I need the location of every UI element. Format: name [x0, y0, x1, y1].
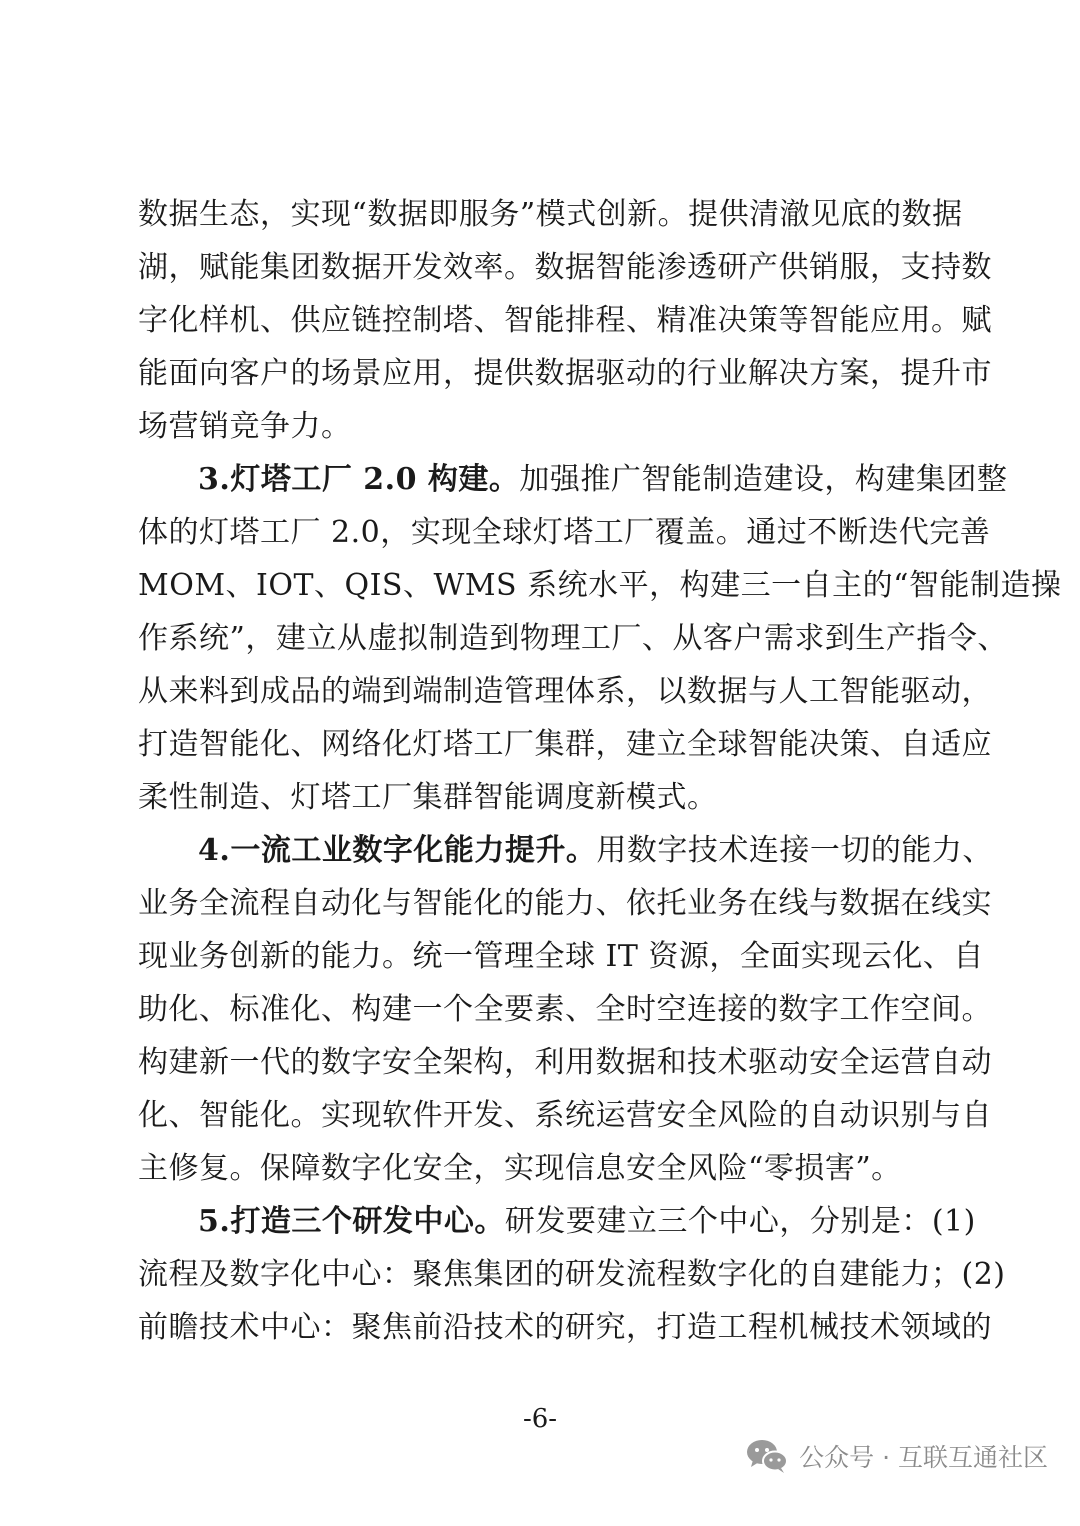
paragraph-1	[138, 188, 992, 453]
text-run: 研发要建立三个中心，分别是：(1)	[504, 1204, 976, 1239]
section-heading: 4.一流工业数字化能力提升。	[198, 833, 597, 868]
paragraph-first-line	[138, 453, 1008, 506]
text-line: 打造智能化、网络化灯塔工厂集群，建立全球智能决策、自适应	[138, 727, 992, 762]
text-line: 现业务创新的能力。统一管理全球 IT 资源，全面实现云化、自	[138, 939, 984, 974]
paragraph-3	[138, 453, 1062, 824]
section-heading: 3.灯塔工厂 2.0 构建。	[198, 462, 520, 497]
text-line: 主修复。保障数字化安全，实现信息安全风险“零损害”。	[138, 1151, 902, 1186]
watermark	[745, 1436, 1048, 1476]
text-line: 数据生态，实现“数据即服务”模式创新。提供清澈见底的数据	[138, 197, 963, 232]
text-line: 化、智能化。实现软件开发、系统运营安全风险的自动识别与自	[138, 1098, 992, 1133]
text-line: 作系统”，建立从虚拟制造到物理工厂、从客户需求到生产指令、	[138, 621, 1008, 656]
watermark-text: 公众号 · 互联互通社区	[799, 1443, 1048, 1472]
paragraph-first-line	[138, 1195, 976, 1248]
text-line: 前瞻技术中心：聚焦前沿技术的研究，打造工程机械技术领域的	[138, 1310, 992, 1345]
text-line: 助化、标准化、构建一个全要素、全时空连接的数字工作空间。	[138, 992, 992, 1027]
paragraph-first-line	[138, 824, 993, 877]
paragraph-5	[138, 1195, 1006, 1354]
text-line: 构建新一代的数字安全架构，利用数据和技术驱动安全运营自动	[138, 1045, 992, 1080]
wechat-icon	[745, 1438, 789, 1474]
paragraph-4	[138, 824, 993, 1195]
text-line: 场营销竞争力。	[138, 409, 352, 444]
section-heading: 5.打造三个研发中心。	[198, 1204, 505, 1239]
text-line: 湖，赋能集团数据开发效率。数据智能渗透研产供销服，支持数	[138, 250, 992, 285]
page-number: -6-	[522, 1404, 558, 1434]
text-line: MOM、IOT、QIS、WMS 系统水平，构建三一自主的“智能制造操	[138, 568, 1062, 603]
text-line: 体的灯塔工厂 2.0，实现全球灯塔工厂覆盖。通过不断迭代完善	[138, 515, 991, 550]
text-line: 从来料到成品的端到端制造管理体系，以数据与人工智能驱动，	[138, 674, 992, 709]
document-body	[138, 188, 1062, 1354]
text-line: 能面向客户的场景应用，提供数据驱动的行业解决方案，提升市	[138, 356, 992, 391]
text-run: 加强推广智能制造建设，构建集团整	[519, 462, 1008, 497]
text-run: 用数字技术连接一切的能力、	[596, 833, 993, 868]
text-line: 业务全流程自动化与智能化的能力、依托业务在线与数据在线实	[138, 886, 992, 921]
text-line: 流程及数字化中心：聚焦集团的研发流程数字化的自建能力；(2)	[138, 1257, 1006, 1292]
text-line: 柔性制造、灯塔工厂集群智能调度新模式。	[138, 780, 718, 815]
text-line: 字化样机、供应链控制塔、智能排程、精准决策等智能应用。赋	[138, 303, 992, 338]
